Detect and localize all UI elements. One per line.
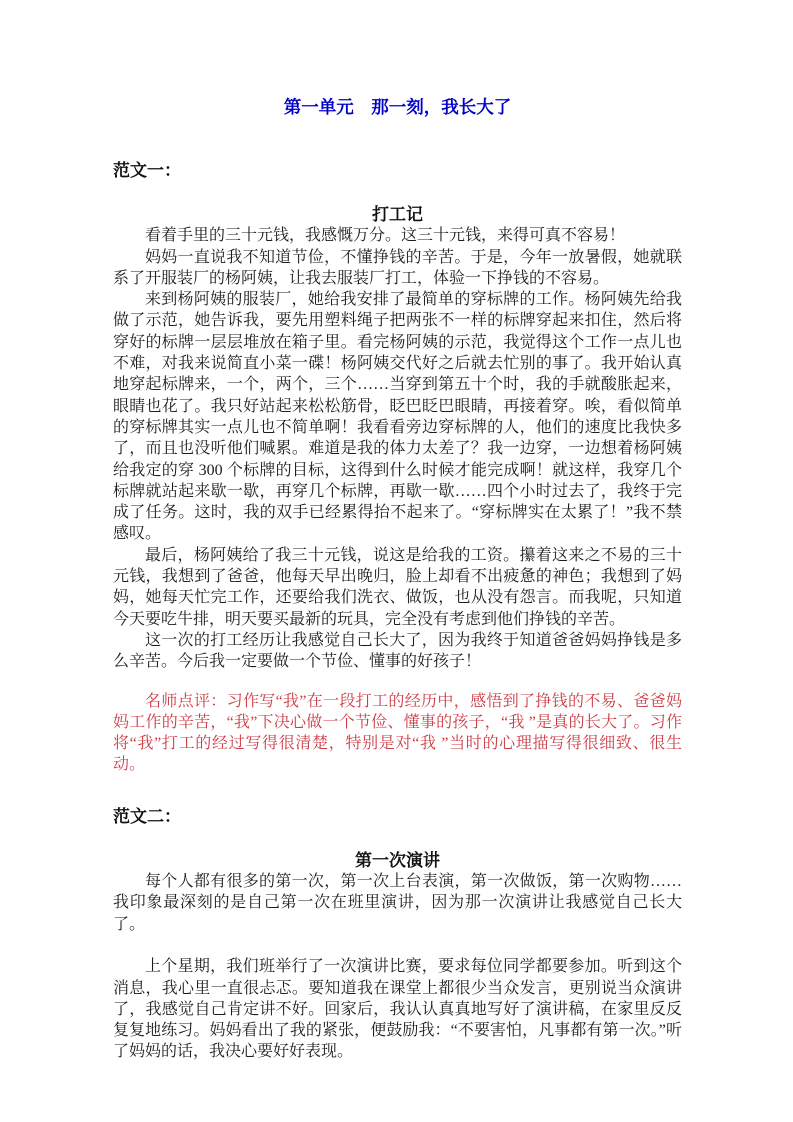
essay-1-paragraph: 妈妈一直说我不知道节俭，不懂挣钱的辛苦。于是，今年一放暑假，她就联系了开服装厂的杨阿姨，让我去服装厂打工，体验一下挣钱的不容易。 [113, 248, 682, 287]
unit-title: 第一单元 那一刻，我长大了 [283, 97, 512, 117]
essay-1-paragraph: 这一次的打工经历让我感觉自己长大了，因为我终于知道爸爸妈妈挣钱是多么辛苦。今后我一定要做一个节俭、懂事的好孩子！ [113, 631, 682, 671]
teacher-comment: 名师点评：习作写“我”在一段打工的经历中，感悟到了挣钱的不易、爸爸妈妈工作的辛苦，“我”下决心做一个节俭、懂事的孩子，“我 ”是真的长大了。习作将“我”打工的经过写得很清楚，特别是对“我 ”当时的心理描写得很细致、很生动。 [113, 692, 682, 774]
essay-2-title: 第一次演讲 [355, 850, 440, 870]
essay-2-label: 范文二： [113, 806, 181, 826]
essay-1 [113, 161, 682, 776]
essay-1-label: 范文一： [113, 161, 181, 180]
essay-1-paragraph: 来到杨阿姨的服装厂，她给我安排了最简单的穿标牌的工作。杨阿姨先给我做了示范，她告诉我，要先用塑料绳子把两张不一样的标牌穿起来扣住，然后将穿好的标牌一层层堆放在箱子里。看完杨阿姨的示范，我觉得这个工作一点儿也不难，对我来说简直小菜一碟！杨阿姨交代好之后就去忙别的事了。我开始认真地穿起标牌来，一个，两个，三个……当穿到第五十个时，我的手就酸胀起来，眼睛也花了。我只好站起来松松筋骨，眨巴眨巴眼睛，再接着穿。唉，看似简单的穿标牌其实一点儿也不简单啊！我看看旁边穿标牌的人，他们的速度比我快多了，而且也没听他们喊累。难道是我的体力太差了？我一边穿，一边想着杨阿姨给我定的穿 300 个标牌的目标，这得到什么时候才能完成啊！就这样，我穿几个标牌就站起来歇一歇，再穿几个标牌，再歇一歇……四个小时过去了，我终于完成了任务。这时，我的双手已经累得抬不起来了。“穿标牌实在太累了！”我不禁感叹。 [113, 291, 682, 543]
essay-2-paragraph: 每个人都有很多的第一次，第一次上台表演，第一次做饭，第一次购物……我印象最深刻的是自己第一次在班里演讲，因为那一次演讲让我感觉自己长大了。 [113, 873, 682, 933]
essay-1-title: 打工记 [372, 205, 423, 224]
essay-1-paragraph: 最后，杨阿姨给了我三十元钱，说这是给我的工资。攥着这来之不易的三十元钱，我想到了爸爸，他每天早出晚归，脸上却看不出疲惫的神色；我想到了妈妈，她每天忙完工作，还要给我们洗衣、做饭，也从没有怨言。而我呢，只知道今天要吃牛排，明天要买最新的玩具，完全没有考虑到他们挣钱的辛苦。 [113, 546, 682, 628]
essay-2-paragraph: 上个星期，我们班举行了一次演讲比赛，要求每位同学都要参加。听到这个消息，我心里一直很忐忑。要知道我在课堂上都很少当众发言，更别说当众演讲了，我感觉自己肯定讲不好。回家后，我认认真真地写好了演讲稿，在家里反反复复地练习。妈妈看出了我的紧张，便鼓励我：“不要害怕，凡事都有第一次。”听了妈妈的话，我决心要好好表现。 [113, 958, 682, 1061]
essay-1-paragraph: 看着手里的三十元钱，我感慨万分。这三十元钱，来得可真不容易！ [145, 227, 626, 245]
essay-2 [113, 807, 682, 1063]
